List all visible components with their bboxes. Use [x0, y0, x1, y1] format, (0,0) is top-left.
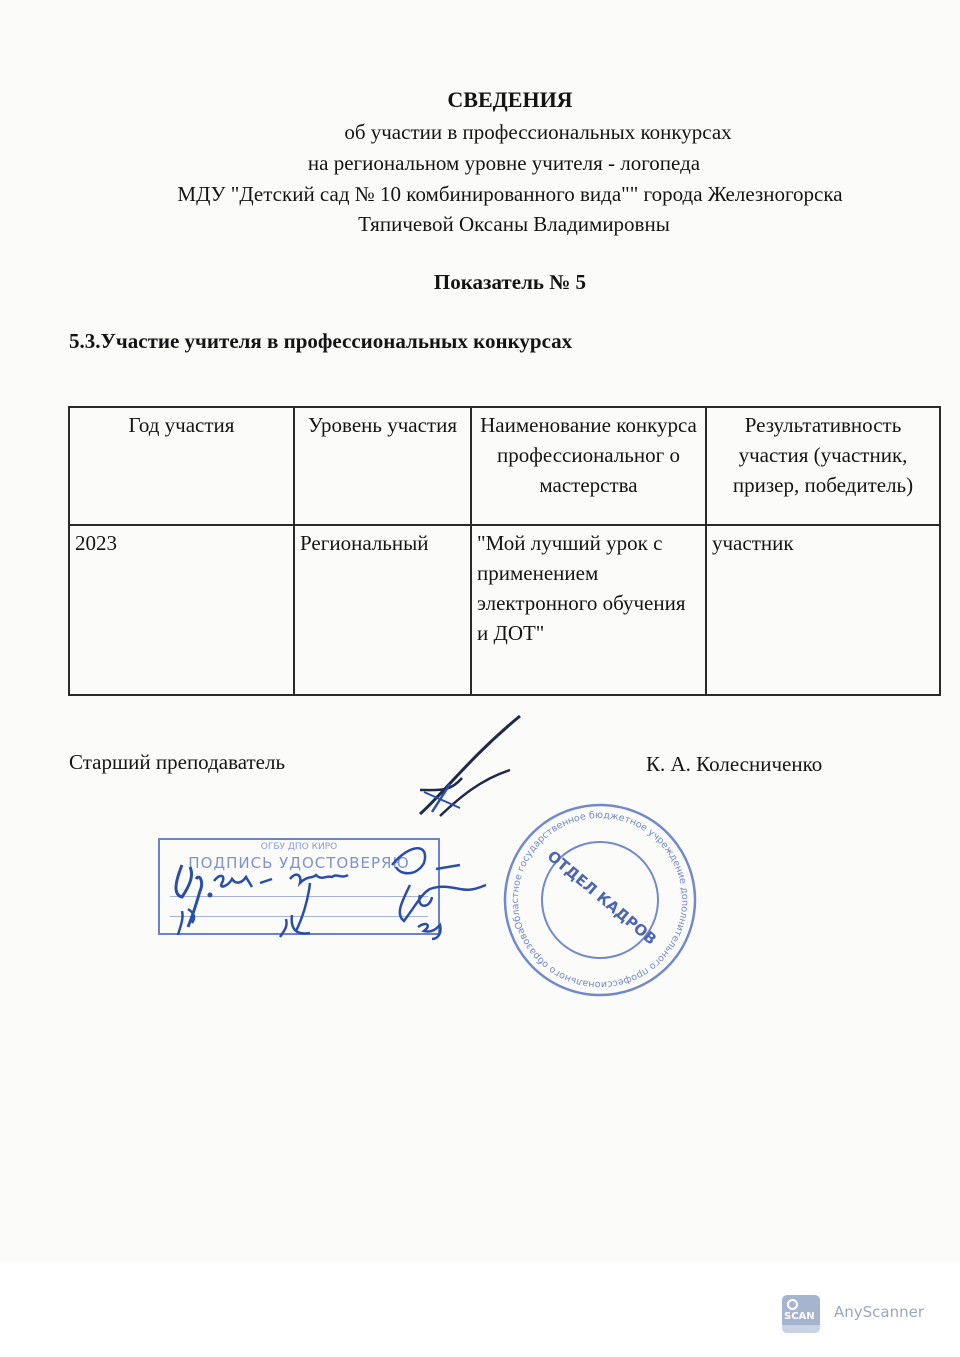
cell-contest: "Мой лучший урок с применением электронного обучения и ДОТ": [471, 525, 706, 695]
indicator-heading: Показатель № 5: [433, 270, 587, 294]
document-title: СВЕДЕНИЯ: [447, 87, 573, 112]
stamp-outer-text: Областное государственное бюджетное учреждение дополнительного профессионального образования: [509, 809, 691, 991]
cell-level: Региональный: [294, 525, 471, 695]
stamp-organization: ОГБУ ДПО КИРО: [260, 842, 338, 852]
watermark-brand: AnyScanner: [834, 1303, 925, 1321]
teacher-name: Тяпичевой Оксаны Владимировны: [358, 212, 670, 236]
stamp-handwriting: [160, 835, 500, 945]
cell-result: участник: [706, 525, 940, 695]
round-stamp: [500, 800, 700, 1000]
contest-table: [68, 406, 941, 696]
stamp-center-text: ОТДЕЛ КАДРОВ: [543, 846, 661, 949]
cell-year: 2023: [69, 525, 294, 695]
anyscanner-logo-icon: [782, 1295, 820, 1333]
table-header-row: [69, 407, 940, 525]
header-level: Уровень участия: [294, 407, 471, 525]
table-row: [69, 525, 940, 695]
logo-band: [782, 1325, 820, 1333]
logo-scan-text: SCAN: [784, 1311, 815, 1322]
signatory-name: К. А. Колесниченко: [646, 752, 823, 776]
stamp-certify-text: ПОДПИСЬ УДОСТОВЕРЯЮ: [188, 854, 410, 872]
lens-icon: [787, 1299, 798, 1310]
subtitle-line: об участии в профессиональных конкурсах: [344, 120, 732, 144]
subtitle-line: на региональном уровне учителя - логопеда: [307, 151, 701, 175]
header-year: Год участия: [69, 407, 294, 525]
institution-line: МДУ "Детский сад № 10 комбинированного вида"" города Железногорска: [177, 182, 843, 206]
header-result: Результативность участия (участник, призер, победитель): [706, 407, 940, 525]
section-heading: 5.3.Участие учителя в профессиональных конкурсах: [69, 329, 573, 353]
header-contest: Наименование конкурса профессиональног о мастерства: [471, 407, 706, 525]
signatory-role: Старший преподаватель: [69, 750, 286, 774]
